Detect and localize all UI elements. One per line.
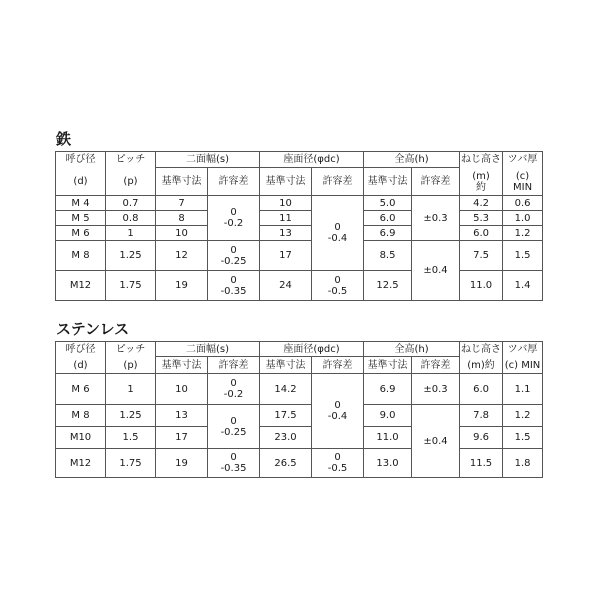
cell-c: 1.5 [503, 427, 543, 449]
cell-p: 1 [106, 374, 156, 405]
cell-s-tolerance [208, 405, 260, 449]
col-height-header: 全高(h) [364, 342, 460, 357]
height-tolerance-header: 許容差 [412, 357, 460, 374]
cell-s: 7 [156, 196, 208, 211]
cell-dc: 17 [260, 241, 312, 271]
cell-d: M 5 [56, 211, 106, 226]
cell-dc: 11 [260, 211, 312, 226]
cell-d: M 6 [56, 374, 106, 405]
table-row [56, 374, 543, 405]
cell-h: 6.9 [364, 374, 412, 405]
cell-dc-tolerance [312, 196, 364, 271]
cell-d: M12 [56, 449, 106, 478]
tolerance-upper: 0 [334, 274, 341, 286]
cell-s-tolerance [208, 374, 260, 405]
seat-tolerance-header: 許容差 [312, 168, 364, 196]
cell-h: 9.0 [364, 405, 412, 427]
tolerance-upper: 0 [230, 274, 237, 286]
cell-h-tolerance: ±0.3 [412, 196, 460, 241]
col-nominal-sub: (d) [56, 168, 106, 196]
tolerance-upper: 0 [230, 244, 237, 256]
cell-p: 1.25 [106, 405, 156, 427]
cell-h: 6.9 [364, 226, 412, 241]
cell-m: 4.2 [460, 196, 503, 211]
cell-m: 11.5 [460, 449, 503, 478]
col-thread-height-header: ねじ高さ [461, 343, 502, 355]
tolerance-lower: -0.5 [327, 285, 348, 297]
cell-p: 0.7 [106, 196, 156, 211]
cell-s-tolerance [208, 449, 260, 478]
cell-m: 5.3 [460, 211, 503, 226]
cell-d: M 4 [56, 196, 106, 211]
cell-m: 7.5 [460, 241, 503, 271]
cell-dc: 24 [260, 271, 312, 301]
cell-d: M 6 [56, 226, 106, 241]
cell-c: 1.0 [503, 211, 543, 226]
cell-m: 9.6 [460, 427, 503, 449]
col-height-header: 全高(h) [364, 152, 460, 168]
cell-dc-tolerance [312, 271, 364, 301]
tolerance-lower: -0.5 [327, 463, 348, 474]
cell-c: 1.2 [503, 226, 543, 241]
cell-dc-tolerance [312, 374, 364, 449]
cell-p: 1.25 [106, 241, 156, 271]
cell-p: 1.5 [106, 427, 156, 449]
cell-h: 8.5 [364, 241, 412, 271]
cell-c: 1.2 [503, 405, 543, 427]
col-flange-sub: (c) MIN [503, 357, 543, 374]
table-row [56, 405, 543, 427]
flange-unit: (c) [515, 170, 530, 182]
stainless-section-title: ステンレス [56, 320, 130, 338]
cell-h: 5.0 [364, 196, 412, 211]
seat-basic-header: 基準寸法 [260, 168, 312, 196]
col-pitch-sub: (p) [106, 168, 156, 196]
cell-s-tolerance [208, 271, 260, 301]
cell-m: 7.8 [460, 405, 503, 427]
cell-s: 13 [156, 405, 208, 427]
cell-c: 1.5 [503, 241, 543, 271]
width-tolerance-header: 許容差 [208, 168, 260, 196]
cell-d: M 8 [56, 241, 106, 271]
col-thread-height-sub [460, 168, 503, 196]
cell-s: 10 [156, 226, 208, 241]
col-thread-height-sub: (m)約 [460, 357, 503, 374]
cell-s-tolerance [208, 241, 260, 271]
iron-section-title: 鉄 [56, 130, 72, 148]
height-basic-header: 基準寸法 [364, 357, 412, 374]
thread-height-unit: (m) [472, 170, 490, 182]
table-row [56, 226, 543, 241]
table-row [56, 449, 543, 478]
cell-h-tolerance: ±0.3 [412, 374, 460, 405]
cell-h-tolerance: ±0.4 [412, 405, 460, 478]
col-flange-header: ツバ厚 [503, 342, 543, 357]
cell-s: 19 [156, 271, 208, 301]
cell-s: 19 [156, 449, 208, 478]
iron-spec-table [55, 151, 543, 301]
height-tolerance-header: 許容差 [412, 168, 460, 196]
seat-tolerance-header: 許容差 [312, 357, 364, 374]
cell-p: 1.75 [106, 271, 156, 301]
cell-s: 8 [156, 211, 208, 226]
width-basic-header: 基準寸法 [156, 357, 208, 374]
cell-dc: 10 [260, 196, 312, 211]
tolerance-upper: 0 [230, 415, 237, 427]
flange-min: MIN [513, 181, 533, 193]
col-nominal-header: 呼び径 [56, 152, 106, 168]
table-row [56, 211, 543, 226]
tolerance-upper: 0 [230, 207, 237, 218]
tolerance-upper: 0 [334, 400, 341, 411]
table-row [56, 427, 543, 449]
col-nominal-header: 呼び径 [56, 342, 106, 357]
cell-s: 10 [156, 374, 208, 405]
tolerance-lower: -0.25 [220, 255, 247, 267]
cell-h: 6.0 [364, 211, 412, 226]
table-row [56, 241, 543, 271]
cell-m: 11.0 [460, 271, 503, 301]
cell-d: M12 [56, 271, 106, 301]
cell-p: 1 [106, 226, 156, 241]
col-width-header: 二面幅(s) [156, 152, 260, 168]
col-flange-header: ツバ厚 [503, 152, 543, 168]
cell-h: 11.0 [364, 427, 412, 449]
cell-s: 12 [156, 241, 208, 271]
width-basic-header: 基準寸法 [156, 168, 208, 196]
cell-dc: 13 [260, 226, 312, 241]
tolerance-upper: 0 [230, 452, 237, 463]
cell-dc: 26.5 [260, 449, 312, 478]
height-basic-header: 基準寸法 [364, 168, 412, 196]
col-pitch-sub: (p) [106, 357, 156, 374]
col-seat-header: 座面径(φdc) [260, 342, 364, 357]
table-row [56, 196, 543, 211]
tolerance-lower: -0.35 [220, 463, 247, 474]
col-nominal-sub: (d) [56, 357, 106, 374]
cell-h-tolerance: ±0.4 [412, 241, 460, 301]
cell-c: 1.4 [503, 271, 543, 301]
col-seat-header: 座面径(φdc) [260, 152, 364, 168]
col-thread-height-header: ねじ高さ [460, 152, 503, 168]
col-flange-sub [503, 168, 543, 196]
stainless-spec-table [55, 341, 543, 478]
tolerance-lower: -0.25 [220, 426, 247, 438]
thread-height-approx: 約 [476, 181, 487, 193]
cell-m: 6.0 [460, 226, 503, 241]
tolerance-upper: 0 [334, 222, 341, 233]
cell-s-tolerance [208, 196, 260, 241]
cell-c: 0.6 [503, 196, 543, 211]
cell-dc: 23.0 [260, 427, 312, 449]
col-pitch-header: ピッチ [106, 342, 156, 357]
cell-d: M10 [56, 427, 106, 449]
width-tolerance-header: 許容差 [208, 357, 260, 374]
cell-d: M 8 [56, 405, 106, 427]
col-width-header: 二面幅(s) [156, 342, 260, 357]
tolerance-lower: -0.2 [223, 218, 244, 229]
cell-dc: 17.5 [260, 405, 312, 427]
cell-dc-tolerance [312, 449, 364, 478]
cell-h: 12.5 [364, 271, 412, 301]
cell-dc: 14.2 [260, 374, 312, 405]
cell-c: 1.1 [503, 374, 543, 405]
cell-s: 17 [156, 427, 208, 449]
cell-p: 1.75 [106, 449, 156, 478]
cell-h: 13.0 [364, 449, 412, 478]
tolerance-upper: 0 [334, 452, 341, 463]
cell-p: 0.8 [106, 211, 156, 226]
tolerance-lower: -0.4 [327, 411, 348, 422]
tolerance-lower: -0.2 [223, 389, 244, 400]
tolerance-lower: -0.4 [327, 233, 348, 244]
cell-c: 1.8 [503, 449, 543, 478]
table-row [56, 271, 543, 301]
col-pitch-header: ピッチ [106, 152, 156, 168]
cell-m: 6.0 [460, 374, 503, 405]
tolerance-upper: 0 [230, 378, 237, 389]
tolerance-lower: -0.35 [220, 285, 247, 297]
seat-basic-header: 基準寸法 [260, 357, 312, 374]
